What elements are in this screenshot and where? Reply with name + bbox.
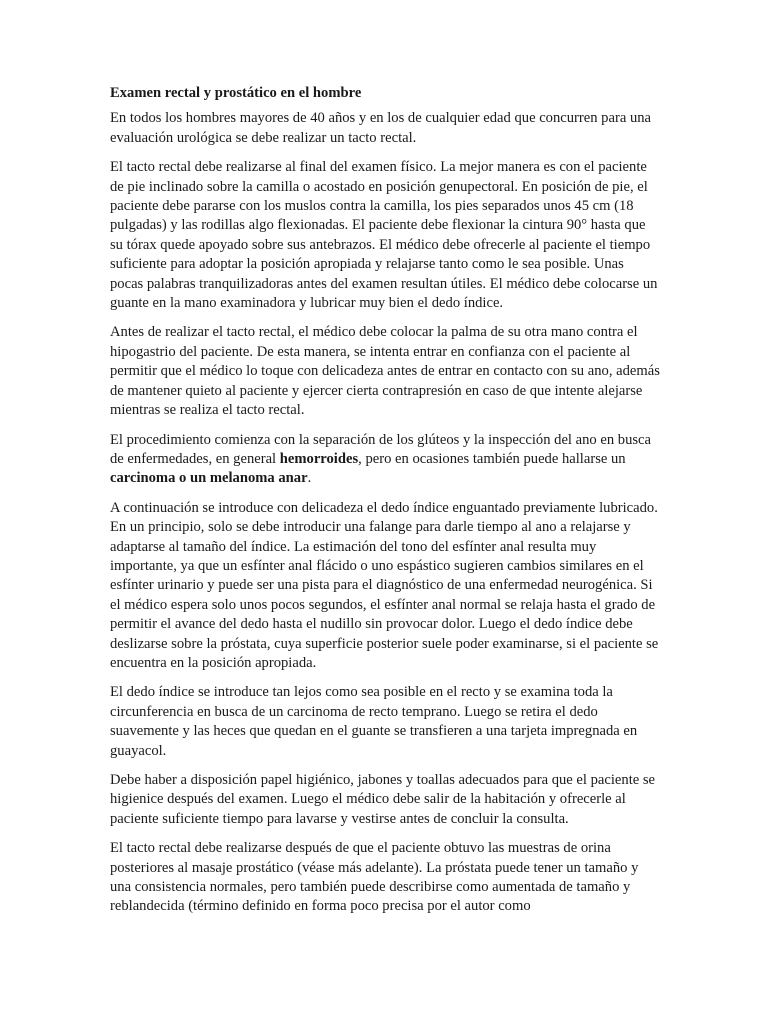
bold-term-hemorroides: hemorroides xyxy=(279,450,359,467)
paragraph-6: El dedo índice se introduce tan lejos como sea posible en el recto y se examina toda la circunferencia en busca de un carcinoma de recto temprano. Luego se retira el dedo suavemente y las heces que quedan en el guante se transfieren a una tarjeta impregnada en guayacol. xyxy=(110,684,638,759)
paragraph-8: El tacto rectal debe realizarse después de que el paciente obtuvo las muestras de orina posteriores al masaje prostático (véase más adelante). La próstata puede tener un tamaño y una consistencia normales, pero también puede describirse como aumentada de tamaño y reblandecida (término definido en forma poco precisa por el autor como xyxy=(110,840,639,915)
paragraph-7: Debe haber a disposición papel higiénico, jabones y toallas adecuados para que el paciente se higienice después del examen. Luego el médico debe salir de la habitación y ofrecerle al paciente suficiente tiempo para lavarse y vestirse antes de concluir la consulta. xyxy=(110,772,656,827)
document-page xyxy=(110,84,660,927)
paragraph-4-text-e: . xyxy=(307,470,312,487)
paragraph-3: Antes de realizar el tacto rectal, el médico debe colocar la palma de su otra mano contra el hipogastrio del paciente. De esta manera, se intenta entrar en confianza con el paciente al permitir que el médico lo toque con delicadeza antes de entrar en contacto con su ano, además de mantener quieto al paciente y ejercer cierta contrapresión en caso de que intente alejarse mientras se realiza el tacto rectal. xyxy=(110,324,660,419)
bold-term-carcinoma: carcinoma o un melanoma anar xyxy=(110,470,308,487)
paragraph-5: A continuación se introduce con delicadeza el dedo índice enguantado previamente lubricado. En un principio, solo se debe introducir una falange para darle tiempo al ano a relajarse y adaptarse al tamaño del índice. La estimación del tono del esfínter anal resulta muy importante, ya que un esfínter anal flácido o uno espástico sugieren cambios similares en el esfínter urinario y puede ser una pista para el diagnóstico de una enfermedad neurogénica. Si el médico espera solo unos pocos segundos, el esfínter anal normal se relaja hasta el grado de permitir el avance del dedo hasta el nudillo sin provocar dolor. Luego el dedo índice debe deslizarse sobre la próstata, cuya superficie posterior suele poder examinarse, si el paciente se encuentra en la posición apropiada. xyxy=(110,499,659,671)
paragraph-4-text-c: , pero en ocasiones también puede hallarse un xyxy=(358,450,626,467)
paragraph-4 xyxy=(110,431,660,489)
paragraph-1: En todos los hombres mayores de 40 años y en los de cualquier edad que concurren para una evaluación urológica se debe realizar un tacto rectal. xyxy=(110,110,652,146)
paragraph-2: El tacto rectal debe realizarse al final del examen físico. La mejor manera es con el paciente de pie inclinado sobre la camilla o acostado en posición genupectoral. En posición de pie, el paciente debe pararse con los muslos contra la camilla, los pies separados unos 45 cm (18 pulgadas) y las rodillas algo flexionadas. El paciente debe flexionar la cintura 90° hasta que su tórax quede apoyado sobre sus antebrazos. El médico debe ofrecerle al paciente el tiempo suficiente para adoptar la posición apropiada y relajarse tanto como le sea posible. Unas pocas palabras tranquilizadoras antes del examen resultan útiles. El médico debe colocarse un guante en la mano examinadora y lubricar muy bien el dedo índice. xyxy=(110,159,658,312)
paragraph-4-text-a: El procedimiento comienza con la separación de los glúteos y la inspección del ano en busca de enfermedades, en general xyxy=(110,431,651,467)
document-title: Examen rectal y prostático en el hombre xyxy=(110,85,362,101)
